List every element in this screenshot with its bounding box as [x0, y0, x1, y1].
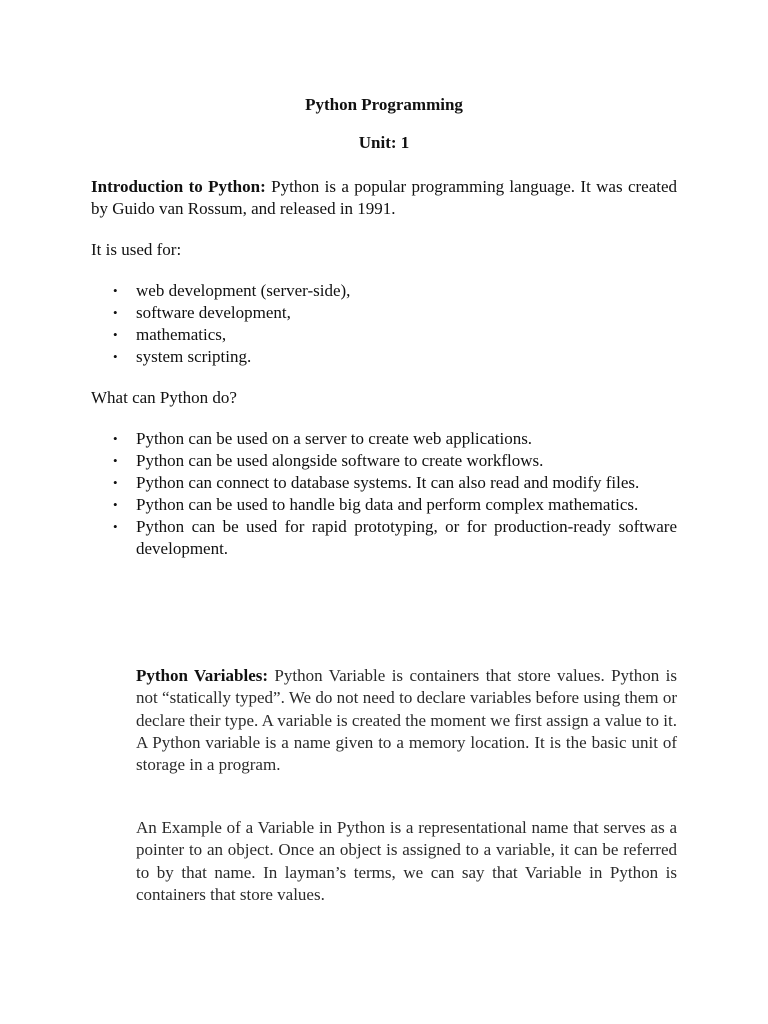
- list-item: • mathematics,: [91, 324, 677, 346]
- intro-heading: Introduction to Python:: [91, 177, 266, 196]
- unit-heading: Unit: 1: [358, 133, 410, 152]
- list-item: • Python can be used on a server to create web applications.: [91, 428, 677, 450]
- list-item: • system scripting.: [91, 346, 677, 368]
- list-item: • Python can be used alongside software to create workflows.: [91, 450, 677, 472]
- list-item: • Python can be used for rapid prototyping, or for production-ready software development.: [91, 516, 677, 560]
- intro-text: Python is a popular programming language. It was created by Guido van Rossum, and released in 1991.: [91, 177, 678, 218]
- list-item: • Python can connect to database systems. It can also read and modify files.: [91, 472, 677, 494]
- uses-label: It is used for:: [91, 240, 182, 259]
- capabilities-label: What can Python do?: [91, 388, 237, 407]
- variables-text: Python Variable is containers that store values. Python is not “statically typed”. We do not need to declare variables before using them or declare their type. A variable is created the moment we first assign a value to it. A Python variable is a name given to a memory location. It is the basic unit of storage in a program.: [136, 666, 677, 775]
- list-item: • software development,: [91, 302, 677, 324]
- list-item: • Python can be used to handle big data and perform complex mathematics.: [91, 494, 677, 516]
- document-title: Python Programming: [305, 95, 463, 114]
- list-item: • web development (server-side),: [91, 280, 677, 302]
- capabilities-list: [91, 428, 677, 560]
- intro-paragraph: [91, 176, 677, 220]
- variables-heading: Python Variables:: [136, 666, 269, 685]
- variables-example-paragraph: An Example of a Variable in Python is a representational name that serves as a pointer to an object. Once an object is assigned to a variable, it can be referred to by that name. In layman’s terms, we can say that Variable in Python is containers that store values.: [136, 818, 677, 904]
- uses-list: [91, 280, 677, 368]
- variables-paragraph: [136, 665, 677, 776]
